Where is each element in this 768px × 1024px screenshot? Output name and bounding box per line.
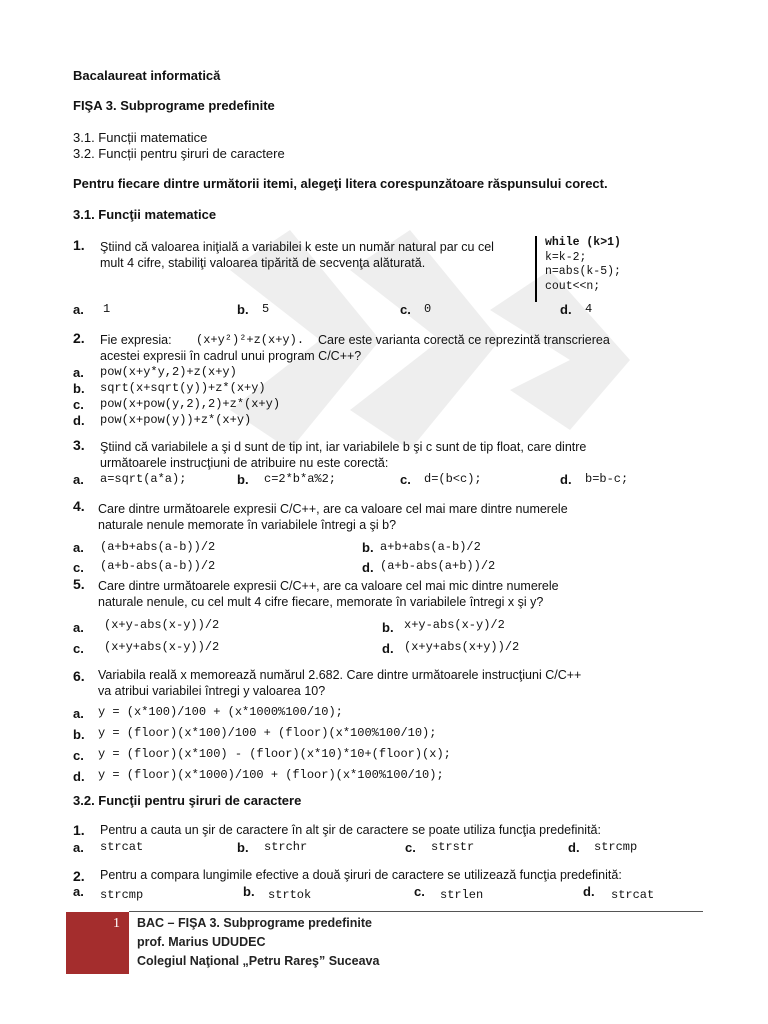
q5-text-line2: naturale nenule, cu cel mult 4 cifre fiecare, memorate în variabilele întregi x şi y? [98,595,544,609]
doc-title: Bacalaureat informatică [73,68,221,83]
q6-option-b[interactable]: y = (floor)(x*100)/100 + (floor)(x*100%100/10); [98,726,437,740]
q1-option-c[interactable]: 0 [424,302,432,316]
q4-option-b-letter: b. [362,540,374,555]
q6-option-c[interactable]: y = (floor)(x*100) - (floor)(x*10)*10+(floor)(x); [98,747,451,761]
q3-text-line1: Ştiind că variabilele a şi d sunt de tip int, iar variabilele b şi c sunt de tip float, care dintre [100,440,587,454]
q3-option-d-letter: d. [560,472,572,487]
q5-option-c-letter: c. [73,641,84,656]
toc-item-2: 3.2. Funcții pentru şiruri de caractere [73,146,285,161]
s2-q2-number: 2. [73,868,85,884]
code-line: n=abs(k-5); [545,265,621,278]
s2-q2-option-a[interactable]: strcmp [100,888,144,902]
s2-q1-option-c-letter: c. [405,840,416,855]
code-line: while (k>1) [545,236,621,249]
q2-expression: (x+y²)²+z(x+y). [196,333,305,347]
s2-q1-number: 1. [73,822,85,838]
footer-divider [129,911,703,912]
s2-q1-option-b-letter: b. [237,840,249,855]
s2-q2-option-b-letter: b. [243,884,255,899]
toc-item-1: 3.1. Funcții matematice [73,130,208,145]
s2-q1-option-d-letter: d. [568,840,580,855]
q5-number: 5. [73,576,85,592]
q1-option-a[interactable]: 1 [103,302,111,316]
q3-option-c-letter: c. [400,472,411,487]
q6-text-line2: va atribui variabilei întregi y valoarea 10? [98,684,326,698]
q3-option-b-letter: b. [237,472,249,487]
footer-line-2: prof. Marius UDUDEC [137,935,266,949]
s2-q2-option-b[interactable]: strtok [268,888,312,902]
s2-q1-option-a-letter: a. [73,840,84,855]
q2-option-d[interactable]: pow(x+pow(y))+z*(x+y) [100,413,252,427]
section-1-title: 3.1. Funcţii matematice [73,207,217,222]
s2-q2-option-c-letter: c. [414,884,425,899]
s2-q1-option-a[interactable]: strcat [100,840,144,854]
q3-number: 3. [73,437,85,453]
q4-number: 4. [73,498,85,514]
q2-option-c-letter: c. [73,397,84,412]
q5-text-line1: Care dintre următoarele expresii C/C++, are ca valoare cel mai mic dintre numerele [98,579,559,593]
q6-option-b-letter: b. [73,727,85,742]
s2-q1-option-b[interactable]: strchr [264,840,308,854]
footer-line-1: BAC – FIŞA 3. Subprograme predefinite [137,916,372,930]
q2-option-b[interactable]: sqrt(x+sqrt(y))+z*(x+y) [100,381,266,395]
q2-option-d-letter: d. [73,413,85,428]
q4-option-a[interactable]: (a+b+abs(a-b))/2 [100,540,216,554]
fisa-title: FIŞA 3. Subprograme predefinite [73,98,275,113]
s2-q1-option-c[interactable]: strstr [431,840,475,854]
q6-number: 6. [73,668,85,684]
q6-option-a[interactable]: y = (x*100)/100 + (x*1000%100/10); [98,705,343,719]
q2-option-c[interactable]: pow(x+pow(y,2),2)+z*(x+y) [100,397,281,411]
s2-q2-option-c[interactable]: strlen [440,888,484,902]
section-2-title: 3.2. Funcţii pentru şiruri de caractere [73,793,302,808]
q4-text-line2: naturale nenule memorate în variabilele întregi a şi b? [98,518,397,532]
q4-option-d[interactable]: (a+b-abs(a+b))/2 [380,559,496,573]
q2-number: 2. [73,330,85,346]
q6-option-a-letter: a. [73,706,84,721]
q2-text-line2: acestei expresii în cadrul unui program C/C++? [100,349,362,363]
footer-line-3: Colegiul Naţional „Petru Rareş” Suceava [137,954,380,968]
s2-q2-text: Pentru a compara lungimile efective a două şiruri de caractere se utilizează funcţia predefinită: [100,868,622,882]
q1-number: 1. [73,237,85,253]
q3-text-line2: următoarele instrucţiuni de atribuire nu este corectă: [100,456,389,470]
q5-option-a[interactable]: (x+y-abs(x-y))/2 [104,618,220,632]
q1-option-a-letter: a. [73,302,84,317]
q3-option-a-letter: a. [73,472,84,487]
q2-option-a-letter: a. [73,365,84,380]
q6-option-d[interactable]: y = (floor)(x*1000)/100 + (floor)(x*100%100/10); [98,768,444,782]
q3-option-a[interactable]: a=sqrt(a*a); [100,472,187,486]
q4-option-d-letter: d. [362,560,374,575]
q5-option-b-letter: b. [382,620,394,635]
q1-code-block [535,236,685,302]
q3-option-c[interactable]: d=(b<c); [424,472,482,486]
q2-option-b-letter: b. [73,381,85,396]
q2-text-a: Fie expresia: [100,333,172,347]
q1-option-d[interactable]: 4 [585,302,593,316]
s2-q2-option-d[interactable]: strcat [611,888,655,902]
page-number: 1 [113,916,120,931]
q3-option-b[interactable]: c=2*b*a%2; [264,472,337,486]
q3-option-d[interactable]: b=b-c; [585,472,629,486]
q1-text-line2: mult 4 cifre, stabiliţi valoarea tipărită de secvenţa alăturată. [100,256,426,270]
q1-option-b[interactable]: 5 [262,302,270,316]
q5-option-c[interactable]: (x+y+abs(x-y))/2 [104,640,220,654]
s2-q2-option-d-letter: d. [583,884,595,899]
q2-option-a[interactable]: pow(x+y*y,2)+z(x+y) [100,365,237,379]
q1-text-line1: Ştiind că valoarea iniţială a variabilei k este un număr natural par cu cel [100,240,494,254]
q1-option-c-letter: c. [400,302,411,317]
q4-text-line1: Care dintre următoarele expresii C/C++, are ca valoare cel mai mare dintre numerele [98,502,568,516]
q1-option-d-letter: d. [560,302,572,317]
q5-option-d[interactable]: (x+y+abs(x+y))/2 [404,640,520,654]
q6-option-d-letter: d. [73,769,85,784]
s2-q1-text: Pentru a cauta un şir de caractere în alt şir de caractere se poate utiliza funcţia predefinită: [100,823,601,837]
q6-option-c-letter: c. [73,748,84,763]
code-line: cout<<n; [545,279,601,293]
q5-option-a-letter: a. [73,620,84,635]
s2-q1-option-d[interactable]: strcmp [594,840,638,854]
q5-option-d-letter: d. [382,641,394,656]
s2-q2-option-a-letter: a. [73,884,84,899]
q4-option-c-letter: c. [73,560,84,575]
q4-option-c[interactable]: (a+b-abs(a-b))/2 [100,559,216,573]
q5-option-b[interactable]: x+y-abs(x-y)/2 [404,618,505,632]
code-line: k=k-2; [545,250,587,264]
instruction: Pentru fiecare dintre următorii itemi, alegeţi litera corespunzătoare răspunsului corect. [73,176,608,191]
q2-text-b: Care este varianta corectă ce reprezintă transcrierea [318,333,610,347]
q6-text-line1: Variabila reală x memorează numărul 2.682. Care dintre următoarele instrucţiuni C/C++ [98,668,582,682]
q1-option-b-letter: b. [237,302,249,317]
q4-option-b[interactable]: a+b+abs(a-b)/2 [380,540,481,554]
q4-option-a-letter: a. [73,540,84,555]
